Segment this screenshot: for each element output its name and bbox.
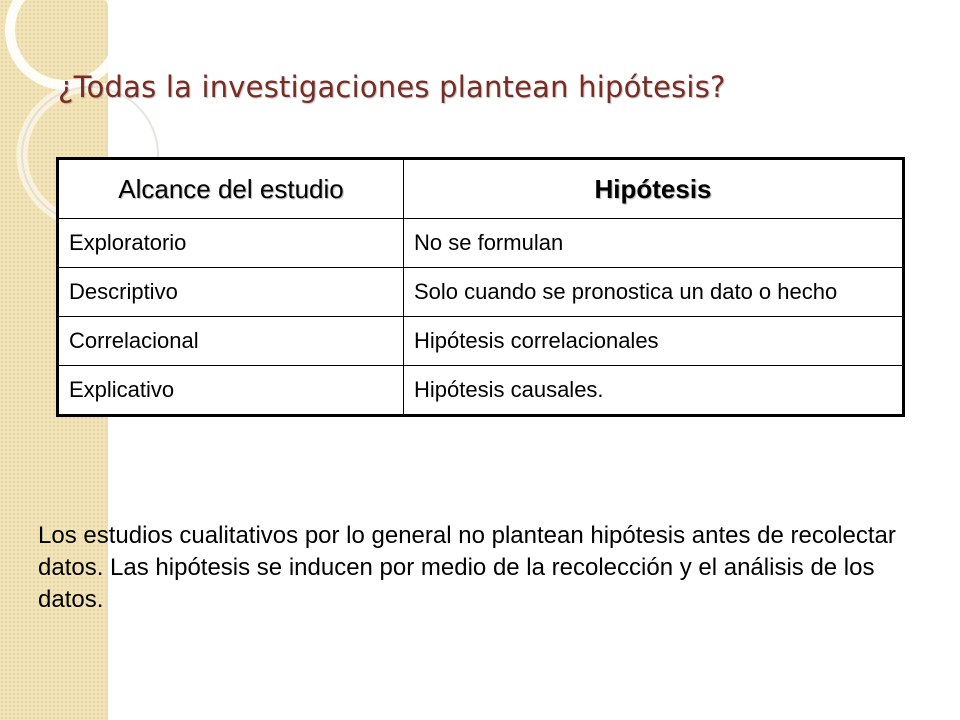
hipotesis-cell: Hipótesis causales.: [404, 366, 904, 416]
hipotesis-cell: No se formulan: [404, 219, 904, 268]
hipotesis-cell: Hipótesis correlacionales: [404, 317, 904, 366]
alcance-hipotesis-table: [56, 157, 905, 417]
table-row: [58, 366, 904, 416]
alcance-cell: Explicativo: [58, 366, 404, 416]
header-hipotesis: Hipótesis: [404, 159, 904, 219]
slide-title: ¿Todas la investigaciones plantean hipótesis?: [58, 70, 726, 104]
hipotesis-cell: Solo cuando se pronostica un dato o hecho: [404, 268, 904, 317]
alcance-cell: Correlacional: [58, 317, 404, 366]
table-row: [58, 268, 904, 317]
alcance-cell: Descriptivo: [58, 268, 404, 317]
header-alcance: Alcance del estudio: [58, 159, 404, 219]
alcance-cell: Exploratorio: [58, 219, 404, 268]
note-paragraph: Los estudios cualitativos por lo general no plantean hipótesis antes de recolectar datos. Las hipótesis se inducen por medio de la recolección y el análisis de los datos.: [38, 522, 896, 613]
table-row: [58, 219, 904, 268]
table-header-row: [58, 159, 904, 219]
table-row: [58, 317, 904, 366]
